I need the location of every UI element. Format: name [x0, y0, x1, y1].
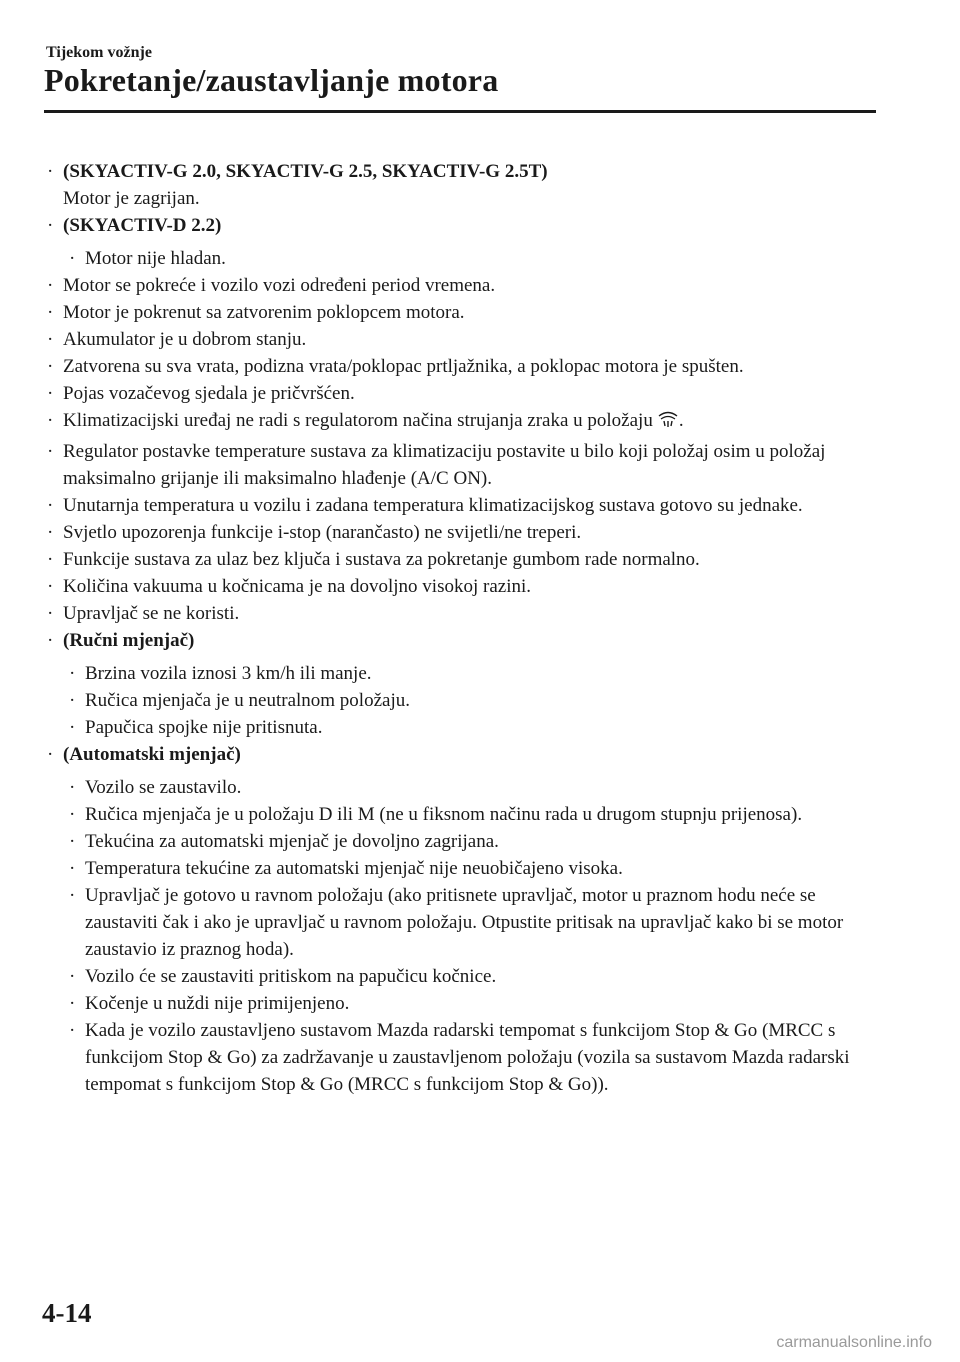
list-item-text: Upravljač je gotovo u ravnom položaju (ako pritisnete upravljač, motor u praznom hodu neće se zaustaviti čak i ako je upravljač u ravnom položaju. Otpustite pritisak na upravljač kako bi se motor zaustavio iz praznog hoda).	[85, 885, 844, 960]
list-item-text: Brzina vozila iznosi 3 km/h ili manje.	[85, 663, 372, 684]
list-item-text: Svjetlo upozorenja funkcije i-stop (narančasto) ne svijetli/ne treperi.	[63, 522, 582, 543]
list-item-text: Tekućina za automatski mjenjač je dovoljno zagrijana.	[85, 831, 499, 852]
page-title: Pokretanje/zaustavljanje motora	[44, 62, 499, 98]
list-item	[46, 492, 886, 519]
list-item-text: Motor nije hladan.	[85, 248, 226, 269]
bullet: ·	[47, 383, 54, 404]
bullet: ·	[47, 329, 54, 350]
bullet: ·	[47, 603, 54, 624]
list-item	[46, 546, 886, 573]
list-item	[46, 326, 886, 353]
bullet: ·	[69, 885, 76, 906]
bullet: ·	[69, 831, 76, 852]
bullet: ·	[69, 777, 76, 798]
bullet: ·	[47, 410, 54, 431]
list-item-text: (SKYACTIV-G 2.0, SKYACTIV-G 2.5, SKYACTIV-G 2.5T)	[63, 161, 548, 182]
list-item	[46, 158, 886, 185]
list-item-text: (Ručni mjenjač)	[63, 630, 195, 651]
sub-list-item	[68, 801, 886, 828]
sub-list-item	[68, 245, 886, 272]
bullet: ·	[69, 248, 76, 269]
page-number: 4-14	[42, 1298, 92, 1328]
list-item-text: Zatvorena su sva vrata, podizna vrata/poklopac prtljažnika, a poklopac motora je spušten.	[63, 356, 744, 377]
sub-list-item	[68, 990, 886, 1017]
bullet: ·	[47, 215, 54, 236]
sub-list-item	[68, 687, 886, 714]
bullet: ·	[69, 858, 76, 879]
list-item-text: Motor se pokreće i vozilo vozi određeni period vremena.	[63, 275, 496, 296]
sub-list-item	[68, 1017, 886, 1098]
list-item	[46, 212, 886, 239]
list-item-text: Ručica mjenjača je u položaju D ili M (ne u fiksnom načinu rada u drugom stupnju prijenosa).	[85, 804, 803, 825]
list-item	[46, 438, 886, 492]
list-item	[46, 299, 886, 326]
list-item-text: Vozilo se zaustavilo.	[85, 777, 242, 798]
list-item-text: Pojas vozačevog sjedala je pričvršćen.	[63, 383, 355, 404]
bullet: ·	[47, 302, 54, 323]
list-item-text: Kada je vozilo zaustavljeno sustavom Mazda radarski tempomat s funkcijom Stop & Go (MRCC s funkcijom Stop & Go) za zadržavanje u zaustavljenom položaju (vozila sa sustavom Mazda radarski tempomat s funkcijom Stop & Go (MRCC s funkcijom Stop & Go)).	[85, 1020, 850, 1095]
list-item	[46, 272, 886, 299]
section-label: Tijekom vožnje	[46, 44, 152, 61]
list-item-text: Kočenje u nuždi nije primijenjeno.	[85, 993, 350, 1014]
list-item	[46, 573, 886, 600]
bullet: ·	[47, 275, 54, 296]
bullet: ·	[47, 549, 54, 570]
list-item-text: Motor je pokrenut sa zatvorenim poklopcem motora.	[63, 302, 465, 323]
list-item	[46, 600, 886, 627]
list-item-text: Funkcije sustava za ulaz bez ključa i sustava za pokretanje gumbom rade normalno.	[63, 549, 700, 570]
list-item	[46, 380, 886, 407]
list-item-text: Upravljač se ne koristi.	[63, 603, 240, 624]
list-item	[46, 185, 886, 212]
list-item-suffix: .	[678, 410, 684, 431]
list-item-text: Papučica spojke nije pritisnuta.	[85, 717, 323, 738]
bullet: ·	[69, 1020, 76, 1041]
bullet: ·	[47, 495, 54, 516]
list-item-text: Regulator postavke temperature sustava za klimatizaciju postavite u bilo koji položaj osim u položaj maksimalno grijanje ili maksimalno hlađenje (A/C ON).	[63, 441, 826, 489]
bullet: ·	[47, 576, 54, 597]
list-item	[46, 353, 886, 380]
bullet: ·	[47, 441, 54, 462]
sub-list-item	[68, 828, 886, 855]
list-item-text: Unutarnja temperatura u vozilu i zadana temperatura klimatizacijskog sustava gotovo su jednake.	[63, 495, 803, 516]
sub-list-item	[68, 963, 886, 990]
bullet: ·	[69, 966, 76, 987]
list-item-text: Motor je zagrijan.	[63, 188, 200, 209]
list-item	[46, 519, 886, 546]
list-item	[46, 741, 886, 768]
sub-list-item	[68, 774, 886, 801]
list-item-text: Temperatura tekućine za automatski mjenjač nije neuobičajeno visoka.	[85, 858, 623, 879]
list-item-text: (SKYACTIV-D 2.2)	[63, 215, 222, 236]
sub-list-item	[68, 882, 886, 963]
sub-list-item	[68, 660, 886, 687]
watermark[interactable]: carmanualsonline.info	[776, 1334, 932, 1351]
list-item-text: (Automatski mjenjač)	[63, 744, 241, 765]
bullet: ·	[47, 630, 54, 651]
bullet: ·	[47, 161, 54, 182]
bullet: ·	[69, 993, 76, 1014]
sub-list-item	[68, 714, 886, 741]
condition-list	[46, 158, 886, 1098]
title-underline	[44, 110, 876, 113]
bullet: ·	[69, 717, 76, 738]
bullet: ·	[47, 744, 54, 765]
list-item	[46, 627, 886, 654]
bullet: ·	[47, 356, 54, 377]
bullet: ·	[69, 663, 76, 684]
list-item-text: Ručica mjenjača je u neutralnom položaju.	[85, 690, 410, 711]
list-item-text: Klimatizacijski uređaj ne radi s regulatorom načina strujanja zraka u položaju	[63, 410, 653, 431]
list-item	[46, 407, 886, 438]
defroster-icon	[657, 410, 679, 438]
bullet: ·	[69, 690, 76, 711]
bullet: ·	[47, 522, 54, 543]
list-item-text: Akumulator je u dobrom stanju.	[63, 329, 307, 350]
list-item-text: Vozilo će se zaustaviti pritiskom na papučicu kočnice.	[85, 966, 497, 987]
sub-list-item	[68, 855, 886, 882]
list-item-text: Količina vakuuma u kočnicama je na dovoljno visokoj razini.	[63, 576, 532, 597]
bullet: ·	[69, 804, 76, 825]
